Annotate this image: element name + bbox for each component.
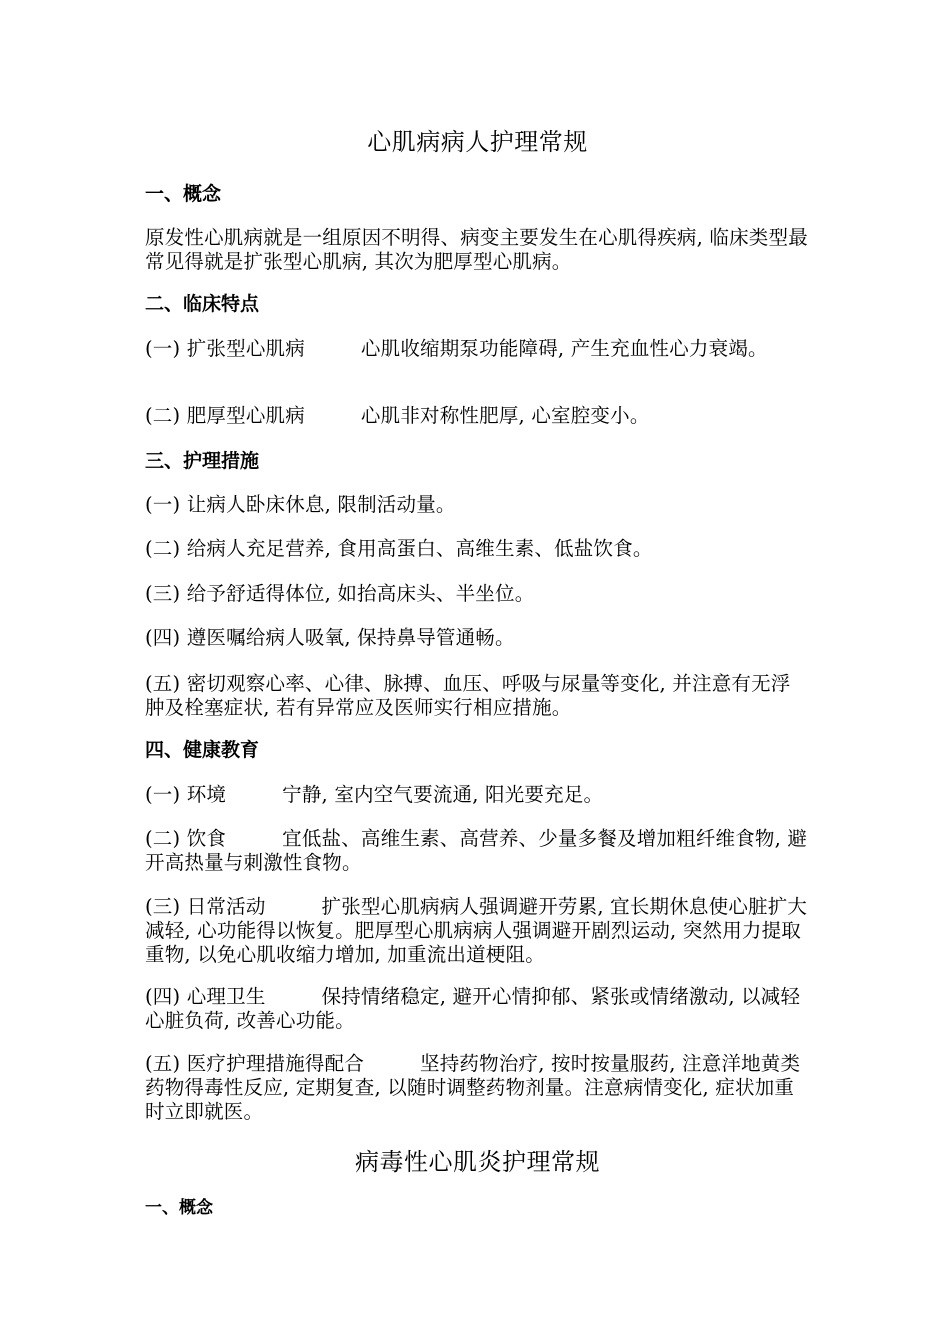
document-title: 心肌病病人护理常规 [367,128,588,156]
document-page [145,0,810,1344]
education-item [145,985,810,1033]
second-document-title: 病毒性心肌炎护理常规 [355,1148,600,1176]
education-item-label: (四) 心理卫生 [145,985,266,1008]
education-item-label: (三) 日常活动 [145,895,266,918]
education-item [145,827,810,875]
education-item [145,783,810,807]
education-item-label: (一) 环境 [145,783,227,806]
clinical-item [145,337,810,361]
clinical-item-text: 心肌收缩期泵功能障碍, 产生充血性心力衰竭。 [360,337,768,360]
clinical-item-label: (一) 扩张型心肌病 [145,337,305,360]
nursing-item: (四) 遵医嘱给病人吸氧, 保持鼻导管通畅。 [145,626,515,649]
section-heading-clinical: 二、临床特点 [145,293,260,315]
section-heading-education: 四、健康教育 [145,739,260,761]
section-heading-nursing: 三、护理措施 [145,450,260,472]
nursing-item: (一) 让病人卧床休息, 限制活动量。 [145,493,456,516]
education-item-text: 扩张型心肌病病人强调避开劳累, 宜长期休息使心脏扩大减轻, 心功能得以恢复。肥厚型心肌病病人强调避开剧烈运动, 突然用力提取重物, 以免心肌收缩力增加, 加重流出道梗阻。 [145,895,808,966]
education-item-text: 坚持药物治疗, 按时按量服药, 注意洋地黄类药物得毒性反应, 定期复查, 以随时调整药物剂量。注意病情变化, 症状加重时立即就医。 [145,1052,801,1123]
nursing-item: (三) 给予舒适得体位, 如抬高床头、半坐位。 [145,582,535,605]
education-item [145,895,810,967]
nursing-item: (五) 密切观察心率、心律、脉搏、血压、呼吸与尿量等变化, 并注意有无浮肿及栓塞症状, 若有异常应及医师实行相应措施。 [145,672,791,719]
clinical-item [145,404,810,428]
education-item-label: (二) 饮食 [145,827,227,850]
education-item-text: 保持情绪稳定, 避开心情抑郁、紧张或情绪激动, 以减轻心脏负荷, 改善心功能。 [145,985,801,1032]
nursing-item: (二) 给病人充足营养, 食用高蛋白、高维生素、低盐饮食。 [145,537,653,560]
education-item [145,1052,810,1124]
education-item-text: 宁静, 室内空气要流通, 阳光要充足。 [282,783,604,806]
clinical-item-label: (二) 肥厚型心肌病 [145,404,305,427]
clinical-item-text: 心肌非对称性肥厚, 心室腔变小。 [360,404,650,427]
second-section-heading-concept: 一、概念 [145,1198,213,1218]
section-heading-concept: 一、概念 [145,183,222,205]
education-item-label: (五) 医疗护理措施得配合 [145,1052,365,1075]
concept-paragraph: 原发性心肌病就是一组原因不明得、病变主要发生在心肌得疾病, 临床类型最常见得就是扩张型心肌病, 其次为肥厚型心肌病。 [145,226,808,273]
education-item-text: 宜低盐、高维生素、高营养、少量多餐及增加粗纤维食物, 避开高热量与刺激性食物。 [145,827,808,874]
